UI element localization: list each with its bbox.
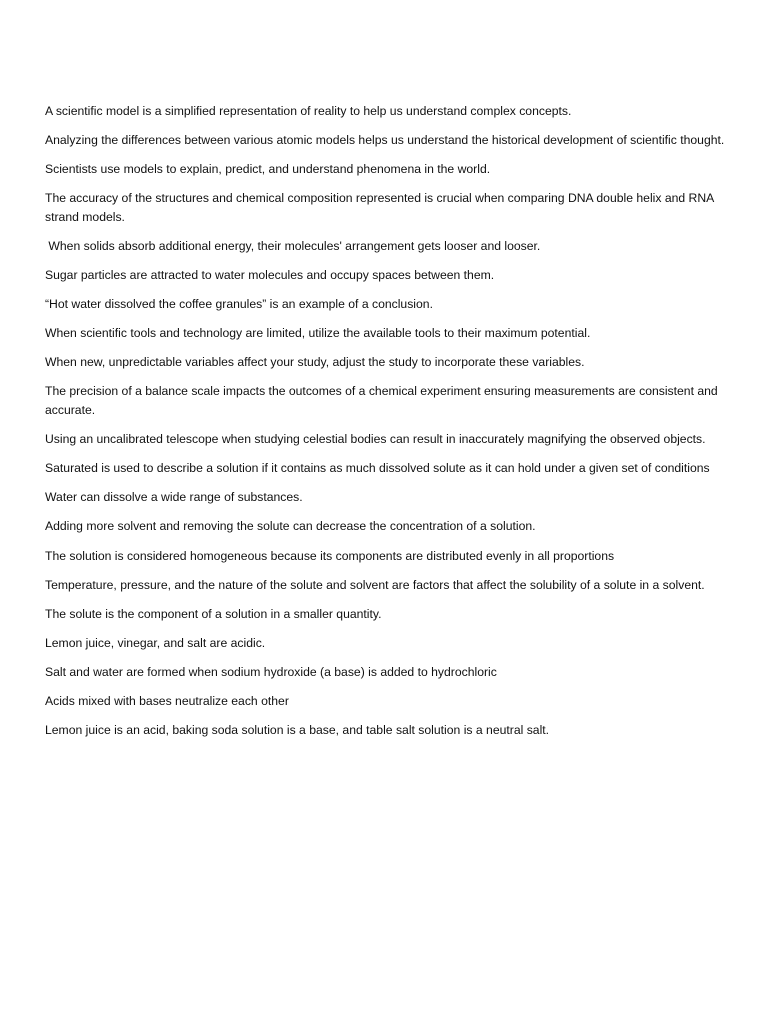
paragraph: Acids mixed with bases neutralize each other [45,693,289,708]
paragraph: Lemon juice is an acid, baking soda solution is a base, and table salt solution is a neutral salt. [45,723,550,738]
paragraph: When new, unpredictable variables affect your study, adjust the study to incorporate these variables. [45,355,585,370]
paragraph: Salt and water are formed when sodium hydroxide (a base) is added to hydrochloric [45,664,497,679]
paragraph: Analyzing the differences between various atomic models helps us understand the historical development of scientific thought. [45,133,725,148]
paragraph: “Hot water dissolved the coffee granules” is an example of a conclusion. [45,297,433,312]
paragraph: Water can dissolve a wide range of substances. [45,490,303,505]
paragraph: The precision of a balance scale impacts the outcomes of a chemical experiment ensuring measurements are consistent and accurate. [45,384,722,418]
paragraph: Using an uncalibrated telescope when studying celestial bodies can result in inaccurately magnifying the observed objects. [45,432,706,447]
paragraph: Scientists use models to explain, predict, and understand phenomena in the world. [45,162,491,177]
paragraph: The solute is the component of a solution in a smaller quantity. [45,606,382,621]
paragraph: Adding more solvent and removing the solute can decrease the concentration of a solution. [45,519,536,534]
paragraph: The solution is considered homogeneous because its components are distributed evenly in all proportions [45,548,615,563]
paragraph: A scientific model is a simplified representation of reality to help us understand complex concepts. [45,104,572,118]
paragraph: When scientific tools and technology are limited, utilize the available tools to their maximum potential. [45,326,591,341]
paragraph: When solids absorb additional energy, their molecules' arrangement gets looser and looser. [45,238,541,253]
paragraph: The accuracy of the structures and chemical composition represented is crucial when comparing DNA double helix and RNA strand models. [45,191,718,224]
paragraph: Saturated is used to describe a solution if it contains as much dissolved solute as it can hold under a given set of conditions [45,461,710,476]
document-body [45,102,725,750]
paragraph: Temperature, pressure, and the nature of the solute and solvent are factors that affect the solubility of a solute in a solvent. [45,577,705,592]
paragraph: Sugar particles are attracted to water molecules and occupy spaces between them. [45,268,495,283]
paragraph: Lemon juice, vinegar, and salt are acidic. [45,635,266,650]
